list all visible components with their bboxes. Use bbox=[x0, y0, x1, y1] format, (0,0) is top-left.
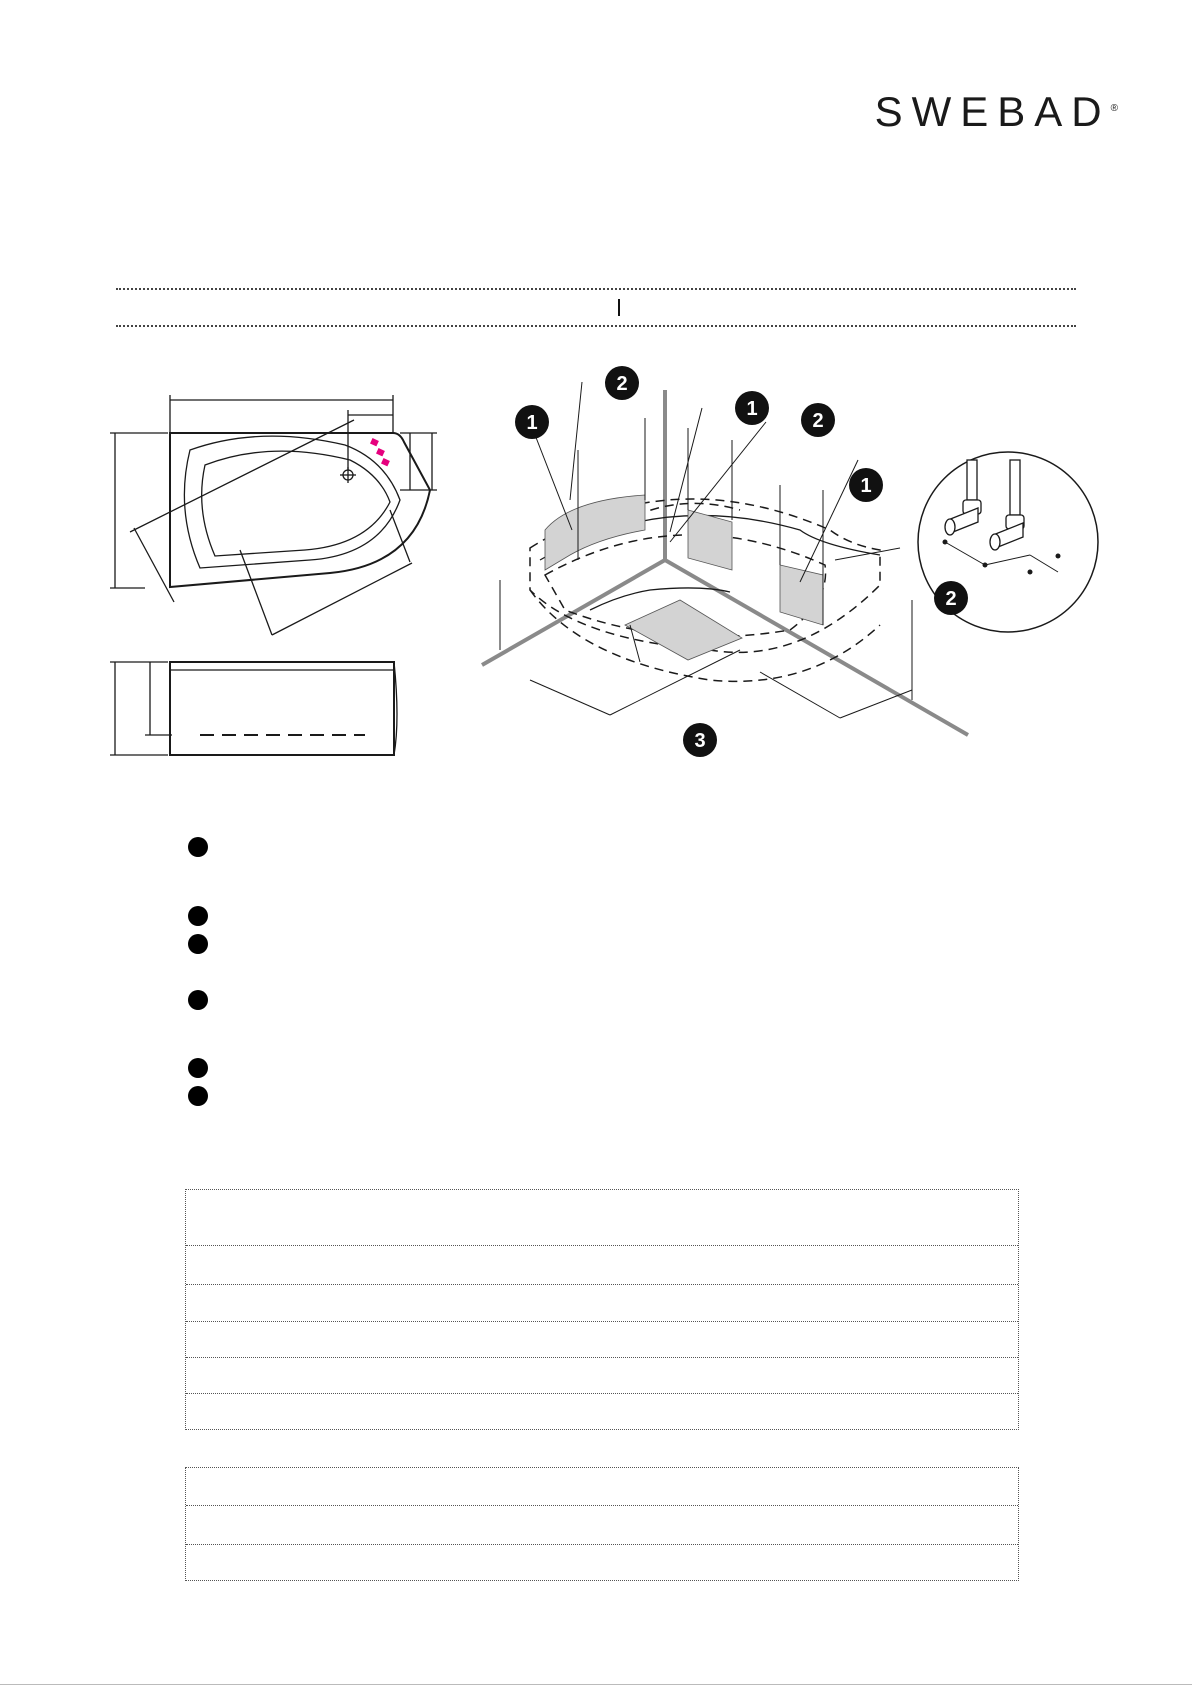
zone-center-wall bbox=[688, 510, 732, 570]
legend-bullet-6 bbox=[188, 1086, 208, 1106]
header-divider-top bbox=[116, 288, 1076, 290]
svg-text:2: 2 bbox=[945, 588, 957, 610]
callout-left-top bbox=[605, 366, 639, 400]
svg-text:1: 1 bbox=[746, 398, 758, 420]
header-divider-bottom bbox=[116, 325, 1076, 327]
svg-text:2: 2 bbox=[812, 410, 824, 432]
svg-text:2: 2 bbox=[616, 373, 628, 395]
legend-bullet-1 bbox=[188, 837, 208, 857]
callout-right bbox=[849, 468, 883, 502]
svg-text:1: 1 bbox=[526, 412, 538, 434]
legend-bullet-5 bbox=[188, 1058, 208, 1078]
table-row bbox=[186, 1285, 1018, 1322]
logo-text: SWEBAD bbox=[874, 88, 1111, 135]
callout-center-right bbox=[801, 403, 835, 437]
spec-table-upper bbox=[185, 1189, 1019, 1430]
registered-mark: ® bbox=[1110, 103, 1118, 114]
tub-plan-outline bbox=[170, 433, 430, 587]
table-row bbox=[186, 1246, 1018, 1285]
overflow-marker bbox=[370, 438, 390, 466]
table-row bbox=[186, 1358, 1018, 1394]
callout-detail bbox=[934, 581, 968, 615]
brand-logo bbox=[875, 88, 1118, 136]
callout-floor bbox=[683, 723, 717, 757]
zone-floor bbox=[625, 600, 742, 660]
zone-right-wall bbox=[780, 565, 823, 625]
table-row bbox=[186, 1468, 1018, 1506]
table-row bbox=[186, 1545, 1018, 1580]
tub-elevation-outline bbox=[170, 662, 394, 755]
spec-table-lower bbox=[185, 1467, 1019, 1581]
svg-text:1: 1 bbox=[860, 475, 872, 497]
zone-left-wall bbox=[545, 495, 645, 570]
callout-left-mid bbox=[515, 405, 549, 439]
table-row bbox=[186, 1322, 1018, 1358]
legend-bullet-2 bbox=[188, 906, 208, 926]
table-row bbox=[186, 1394, 1018, 1429]
callout-center-top bbox=[735, 391, 769, 425]
legend-bullet-3 bbox=[188, 934, 208, 954]
installation-isometric-drawing bbox=[470, 360, 1110, 760]
svg-text:3: 3 bbox=[694, 730, 706, 752]
tub-plan-inner bbox=[184, 436, 400, 568]
header-center-mark bbox=[618, 299, 620, 316]
table-row bbox=[186, 1506, 1018, 1545]
connection-zones bbox=[545, 495, 823, 660]
bathtub-technical-drawing bbox=[110, 390, 450, 770]
legend-bullet-4 bbox=[188, 990, 208, 1010]
table-row bbox=[186, 1190, 1018, 1246]
